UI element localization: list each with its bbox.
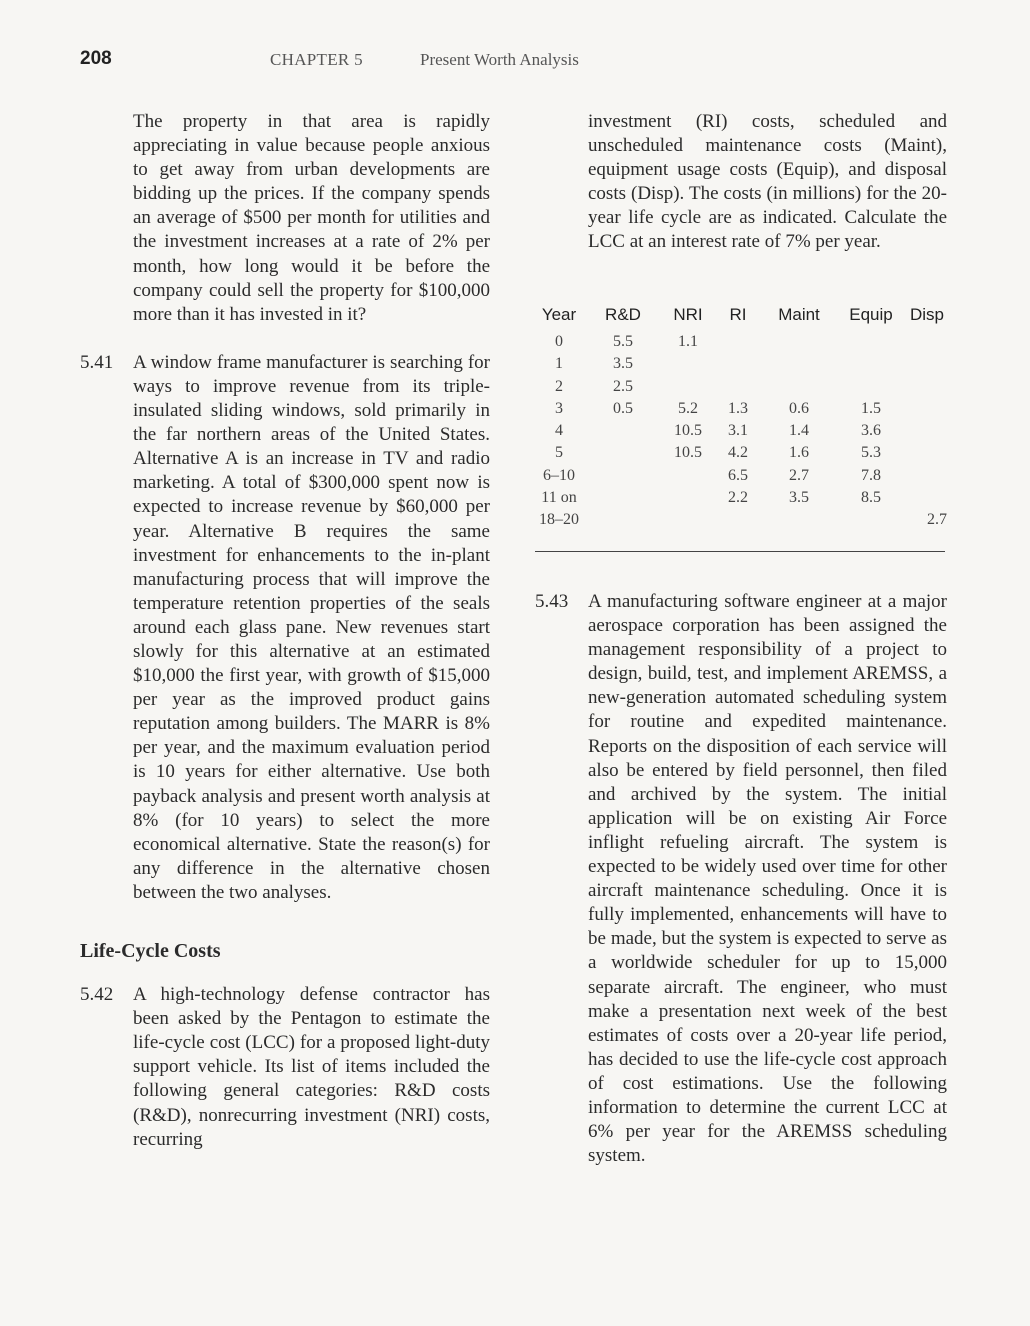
table-cell	[907, 331, 947, 353]
table-cell: 8.5	[861, 489, 881, 507]
column-header: Maint	[778, 305, 820, 324]
table-cell	[663, 487, 713, 509]
table-row	[535, 353, 947, 375]
table-cell	[907, 353, 947, 375]
table-cell	[907, 376, 947, 398]
table-cell: 5.5	[613, 333, 633, 350]
chapter-label: CHAPTER 5	[270, 50, 363, 69]
table-cell: 5.2	[678, 399, 698, 417]
table-cell: 3.6	[861, 422, 881, 440]
table-cell: 3	[555, 399, 563, 417]
table-cell: 1.6	[789, 444, 809, 462]
table-cell: 0.6	[789, 399, 809, 417]
problem-number: 5.42	[80, 984, 114, 1006]
table-cell	[763, 509, 835, 531]
table-row	[535, 465, 947, 487]
table-cell	[713, 376, 763, 398]
table-cell: 10.5	[674, 444, 702, 462]
table-cell	[907, 442, 947, 464]
continued-paragraph: investment (RI) costs, scheduled and unscheduled maintenance costs (Maint), equipment usage costs (Equip), and disposal costs (Disp). The costs (in millions) for the 20-year life cycle are as indicated. Calculate the LCC at an interest rate of 7% per year.	[588, 111, 947, 253]
table-cell	[583, 487, 663, 509]
table-cell	[763, 331, 835, 353]
column-header: RI	[729, 305, 747, 324]
table-bottom-rule	[535, 551, 945, 552]
lcc-cost-table	[535, 305, 947, 532]
table-cell	[763, 353, 835, 375]
section-heading: Life-Cycle Costs	[80, 940, 221, 962]
table-cell: 1.4	[789, 422, 809, 440]
column-header: R&D	[605, 305, 641, 324]
continued-paragraph: The property in that area is rapidly appreciating in value because people anxious to get away from urban developments are bidding up the prices. If the company spends an average of $500 per month for utilities and the investment increases at a rate of 2% per month, how long would it be before the company could sell the property for $100,000 more than it has invested in it?	[133, 111, 490, 325]
column-header: Disp	[909, 305, 944, 324]
problem-text: A manufacturing software engineer at a major aerospace corporation has been assigned the management responsibility of a project to design, build, test, and implement AREMSS, a new-generation automated scheduling system for routine and expedited maintenance. Reports on the disposition of each service will also be entered by field personnel, then filed and archived by the system. The initial application will be on existing Air Force inflight refueling aircraft. The system is expected to be widely used over time for other aircraft maintenance scheduling. Once it is fully implemented, enhancements will have to be made, but the system is expected to serve as a worldwide scheduler for up to 15,000 separate aircraft. The engineer, who must make a presentation next week of the best estimates of costs over a 20-year life period, has decided to use the life-cycle cost approach of cost estimations. Use the following information to determine the current LCC at 6% per year for the AREMSS scheduling system.	[588, 591, 947, 1167]
table-cell	[583, 509, 663, 531]
table-cell: 5.3	[861, 444, 881, 462]
table-cell	[663, 465, 713, 487]
table-cell	[835, 331, 907, 353]
problem-text: A window frame manufacturer is searching for ways to improve revenue from its triple-insulated sliding windows, sold primarily in the far northern areas of the United States. Alternative A is an increase in TV and radio marketing. A total of $300,000 spent now is expected to increase revenue by $60,000 per year. Alternative B requires the same investment for enhancements to the in-plant manufacturing process that will improve the temperature retention properties of the seals around each glass pane. New revenues start slowly for this alternative at an estimated $10,000 the first year, with growth of $15,000 per year as the improved product gains reputation among builders. The MARR is 8% per year, and the maximum evaluation period is 10 years for either alternative. Use both payback analysis and present worth analysis at 8% (for 10 years) to select the more economical alternative. State the reason(s) for any difference in the alternative chosen between the two analyses.	[133, 351, 490, 903]
table-cell	[835, 376, 907, 398]
table-row	[535, 331, 947, 353]
table-cell	[713, 353, 763, 375]
problem-text: A high-technology defense contractor has been asked by the Pentagon to estimate the life-cycle cost (LCC) for a proposed light-duty support vehicle. Its list of items included the following general categories: R&D costs (R&D), nonrecurring investment (NRI) costs, recurring	[133, 984, 490, 1150]
column-header: NRI	[673, 305, 703, 324]
table-cell: 6–10	[543, 466, 575, 484]
table-cell: 1.1	[678, 333, 698, 350]
problem-5-41	[80, 351, 490, 905]
problem-number: 5.41	[80, 351, 114, 373]
table-row	[535, 509, 947, 531]
table-cell	[713, 331, 763, 353]
table-cell	[907, 465, 947, 487]
table-cell	[907, 398, 947, 420]
table-cell: 0	[555, 333, 563, 350]
section-title: Present Worth Analysis	[420, 50, 579, 69]
table-cell: 2.7	[927, 511, 947, 529]
table-cell: 6.5	[728, 466, 748, 484]
table-cell	[713, 509, 763, 531]
table-cell	[583, 465, 663, 487]
problem-5-42	[80, 983, 490, 1152]
table-cell: 7.8	[861, 466, 881, 484]
table-cell	[663, 509, 713, 531]
left-column	[80, 110, 490, 1152]
table-cell: 4.2	[728, 444, 748, 462]
table-cell: 2.7	[789, 466, 809, 484]
table-cell: 3.1	[728, 422, 748, 440]
table-cell	[763, 376, 835, 398]
page-header	[0, 48, 1030, 78]
table-cell: 1.3	[728, 399, 748, 417]
table-cell: 4	[555, 422, 563, 440]
table-cell	[835, 509, 907, 531]
table-cell	[835, 353, 907, 375]
right-column-lower	[535, 590, 947, 1168]
table-header-row	[535, 305, 947, 331]
problem-5-43	[535, 590, 947, 1168]
table-row	[535, 442, 947, 464]
table-cell	[907, 487, 947, 509]
column-header: Equip	[849, 305, 893, 324]
table-row	[535, 487, 947, 509]
lcc-table-container	[535, 305, 947, 532]
table-cell: 3.5	[613, 355, 633, 373]
table-cell: 3.5	[789, 489, 809, 507]
table-cell: 2.2	[728, 489, 748, 507]
table-cell	[583, 442, 663, 464]
table-cell: 2	[555, 377, 563, 395]
right-column	[535, 110, 947, 255]
table-cell	[663, 376, 713, 398]
table-row	[535, 376, 947, 398]
table-row	[535, 420, 947, 442]
table-cell	[583, 420, 663, 442]
table-cell: 11 on	[541, 489, 577, 507]
table-cell	[663, 353, 713, 375]
table-cell: 0.5	[613, 399, 633, 417]
table-row	[535, 398, 947, 420]
table-cell: 1	[555, 355, 563, 373]
table-cell: 2.5	[613, 377, 633, 395]
column-header: Year	[541, 305, 577, 324]
page-number: 208	[80, 48, 112, 69]
table-cell: 1.5	[861, 399, 881, 417]
table-cell: 18–20	[539, 511, 579, 529]
table-cell: 5	[555, 444, 563, 462]
table-cell: 10.5	[674, 422, 702, 440]
problem-number: 5.43	[535, 591, 569, 612]
table-cell	[907, 420, 947, 442]
